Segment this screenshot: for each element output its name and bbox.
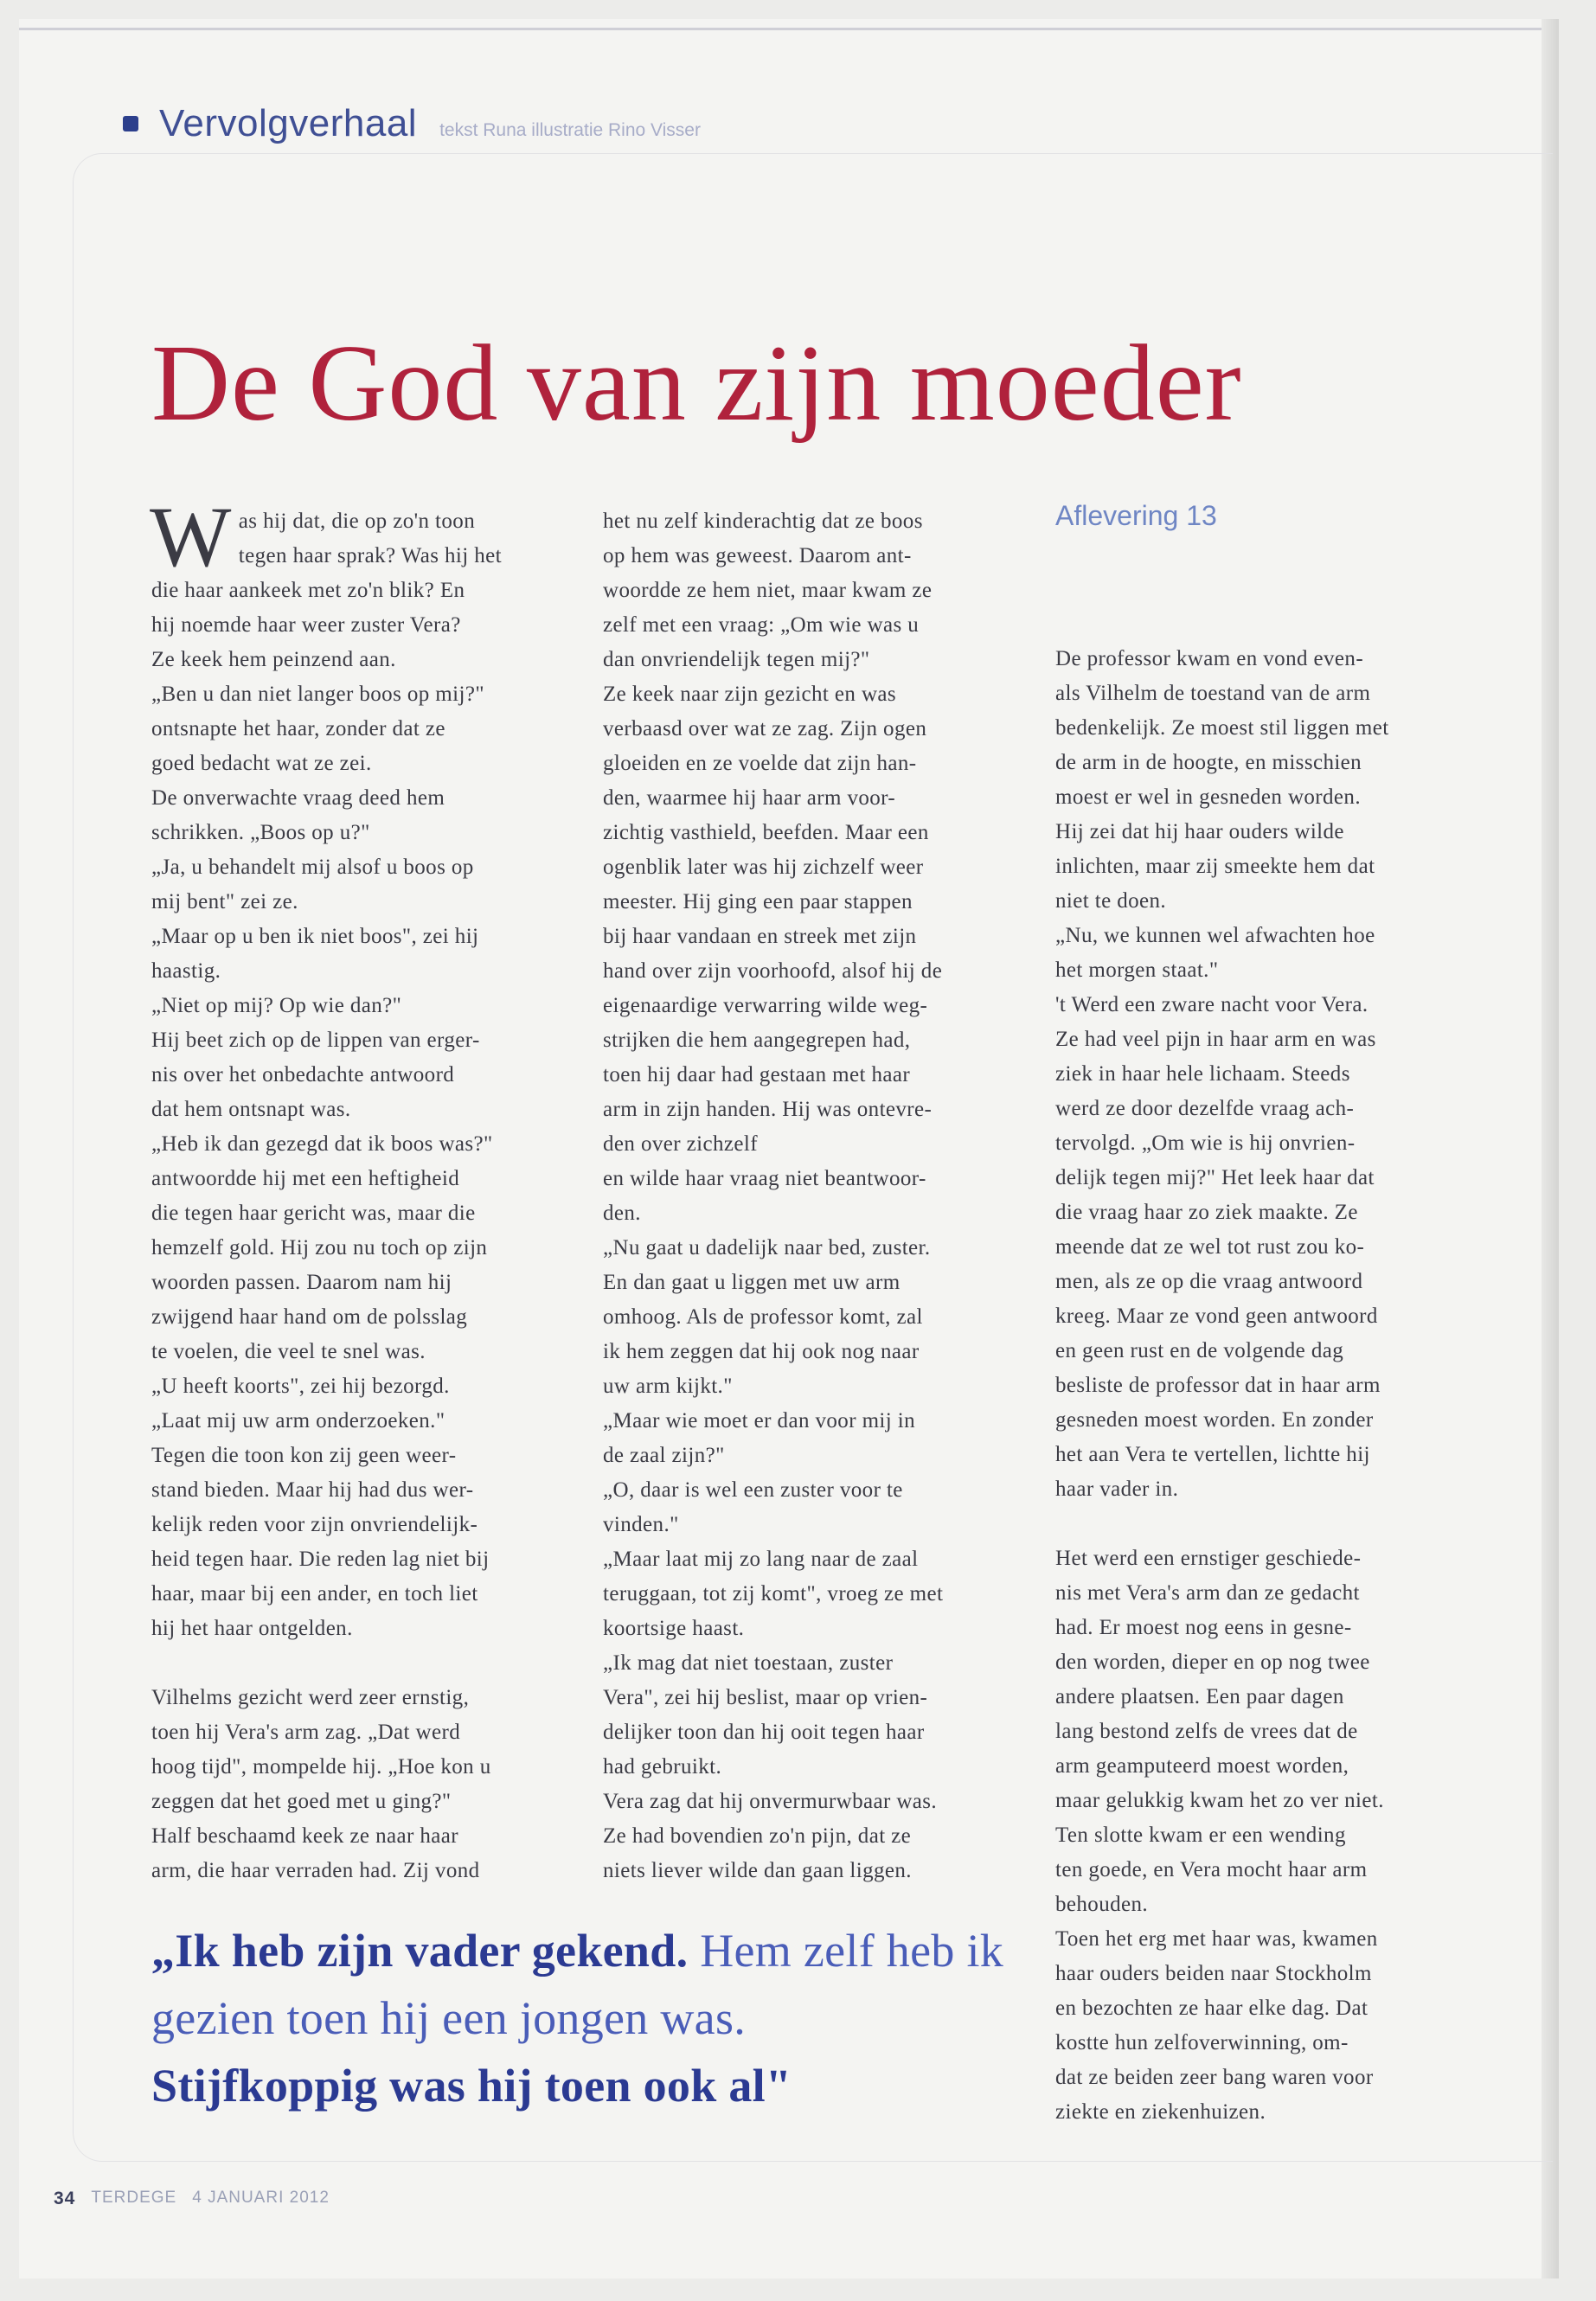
text-line: arm in zijn handen. Hij was ontevre-	[603, 1098, 933, 1121]
text-column-2	[603, 504, 1034, 1888]
text-line: hoog tijd", mompelde hij. „Hoe kon u	[151, 1755, 491, 1779]
pull-quote-bold-1: „Ik heb zijn vader gekend.	[151, 1925, 689, 1977]
text-line: Tegen die toon kon zij geen weer-	[151, 1444, 457, 1467]
text-line: „Nu gaat u dadelijk naar bed, zuster.	[603, 1236, 931, 1259]
text-line: andere plaatsen. Een paar dagen	[1055, 1685, 1344, 1708]
text-line: Ze had bovendien zo'n pijn, dat ze	[603, 1824, 912, 1848]
text-line: behouden.	[1055, 1893, 1149, 1916]
text-line: toen hij Vera's arm zag. „Dat werd	[151, 1721, 461, 1744]
text-line: „Niet op mij? Op wie dan?"	[151, 994, 402, 1017]
text-line: woordde ze hem niet, maar kwam ze	[603, 579, 933, 602]
text-line: die haar aankeek met zo'n blik? En	[151, 579, 465, 602]
text-line: men, als ze op die vraag antwoord	[1055, 1270, 1363, 1293]
text-line: goed bedacht wat ze zei.	[151, 752, 372, 775]
text-line: Hij zei dat hij haar ouders wilde	[1055, 820, 1344, 843]
magazine-name: TERDEGE	[91, 2189, 177, 2207]
text-line: niets liever wilde dan gaan liggen.	[603, 1859, 912, 1882]
text-line: ziekte en ziekenhuizen.	[1055, 2100, 1266, 2124]
issue-date: 4 JANUARI 2012	[192, 2189, 330, 2207]
text-line: „Ben u dan niet langer boos op mij?"	[151, 683, 484, 706]
top-rule	[19, 28, 1559, 30]
text-line: te voelen, die veel te snel was.	[151, 1340, 426, 1363]
text-line: het morgen staat."	[1055, 958, 1219, 982]
text-line: had gebruikt.	[603, 1755, 722, 1779]
text-line: omhoog. Als de professor komt, zal	[603, 1305, 923, 1329]
text-line: besliste de professor dat in haar arm	[1055, 1374, 1381, 1397]
text-line: had. Er moest nog eens in gesne-	[1055, 1616, 1352, 1639]
text-line: arm, die haar verraden had. Zij vond	[151, 1859, 480, 1882]
text-line: „Maar wie moet er dan voor mij in	[603, 1409, 916, 1433]
text-line: hand over zijn voorhoofd, alsof hij de	[603, 959, 943, 983]
text-line: hij het haar ontgelden.	[151, 1617, 353, 1640]
section-label: Vervolgverhaal	[159, 102, 418, 144]
text-line: gloeiden en ze voelde dat zijn han-	[603, 752, 917, 775]
text-line: Het werd een ernstiger geschiede-	[1055, 1547, 1362, 1570]
text-line: ziek in haar hele lichaam. Steeds	[1055, 1062, 1350, 1086]
text-line: maar gelukkig kwam het zo ver niet.	[1055, 1789, 1384, 1812]
text-line: haastig.	[151, 959, 221, 983]
drop-cap: W	[150, 489, 232, 585]
section-square-icon	[123, 116, 138, 131]
text-column-1	[150, 489, 582, 1888]
credit-line: tekst Runa illustratie Rino Visser	[439, 120, 701, 140]
text-line: „Maar op u ben ik niet boos", zei hij	[151, 925, 479, 948]
text-line: op hem was geweest. Daarom ant-	[603, 544, 912, 567]
text-line: het aan Vera te vertellen, lichtte hij	[1055, 1443, 1370, 1466]
text-line: nis over het onbedachte antwoord	[151, 1063, 455, 1086]
text-line: zichtig vasthield, beefden. Maar een	[603, 821, 929, 844]
text-line: schrikken. „Boos op u?"	[151, 821, 370, 844]
text-line: ik hem zeggen dat hij ook nog naar	[603, 1340, 920, 1363]
text-line: „Heb ik dan gezegd dat ik boos was?"	[151, 1132, 493, 1156]
text-line: den.	[603, 1202, 641, 1225]
text-line: werd ze door dezelfde vraag ach-	[1055, 1097, 1355, 1120]
text-line: Hij beet zich op de lippen van erger-	[151, 1029, 480, 1052]
text-line: Half beschaamd keek ze naar haar	[151, 1824, 458, 1848]
text-line: den, waarmee hij haar arm voor-	[603, 786, 896, 810]
text-line: „U heeft koorts", zei hij bezorgd.	[151, 1375, 450, 1398]
text-line: delijker toon dan hij ooit tegen haar	[603, 1721, 925, 1744]
text-line: „Ja, u behandelt mij alsof u boos op	[151, 856, 474, 879]
text-line: „Nu, we kunnen wel afwachten hoe	[1055, 924, 1375, 947]
text-line	[151, 1646, 582, 1681]
text-line: De onverwachte vraag deed hem	[151, 786, 445, 810]
text-line: de zaal zijn?"	[603, 1444, 725, 1467]
text-line: tegen haar sprak? Was hij het	[238, 544, 502, 567]
pull-quote-normal: Hem zelf heb ik gezien toen hij een jongen was.	[151, 1925, 1004, 2044]
text-line: De professor kwam en vond even-	[1055, 647, 1364, 670]
text-line: Ze had veel pijn in haar arm en was	[1055, 1028, 1376, 1051]
text-line: antwoordde hij met een heftigheid	[151, 1167, 460, 1190]
episode-label: Aflevering 13	[1055, 500, 1217, 531]
text-line: arm geamputeerd moest worden,	[1055, 1754, 1349, 1778]
text-line: mij bent" zei ze.	[151, 890, 298, 913]
page-footer	[54, 2189, 330, 2209]
text-line: nis met Vera's arm dan ze gedacht	[1055, 1581, 1360, 1605]
text-line: als Vilhelm de toestand van de arm	[1055, 682, 1371, 705]
text-line: dat hem ontsnapt was.	[151, 1098, 351, 1121]
text-line: meende dat ze wel tot rust zou ko-	[1055, 1235, 1365, 1259]
text-line: niet te doen.	[1055, 889, 1167, 913]
text-line: „Ik mag dat niet toestaan, zuster	[603, 1651, 894, 1675]
text-line: haar, maar bij een ander, en toch liet	[151, 1582, 478, 1606]
text-line: moest er wel in gesneden worden.	[1055, 785, 1361, 809]
article-title: De God van zijn moeder	[151, 324, 1242, 444]
text-line: woorden passen. Daarom nam hij	[151, 1271, 452, 1294]
text-line: kostte hun zelfoverwinning, om-	[1055, 2031, 1349, 2054]
text-line: die vraag haar zo ziek maakte. Ze	[1055, 1201, 1358, 1224]
text-line: verbaasd over wat ze zag. Zijn ogen	[603, 717, 927, 740]
page-number: 34	[54, 2189, 76, 2208]
text-line: hij noemde haar weer zuster Vera?	[151, 613, 461, 637]
text-line: 't Werd een zware nacht voor Vera.	[1055, 993, 1368, 1016]
text-line: Vera", zei hij beslist, maar op vrien-	[603, 1686, 928, 1709]
text-line: „Maar laat mij zo lang naar de zaal	[603, 1548, 919, 1571]
text-column-3	[1055, 642, 1486, 2130]
text-line: as hij dat, die op zo'n toon	[238, 510, 476, 533]
text-line: hemzelf gold. Hij zou nu toch op zijn	[151, 1236, 488, 1259]
text-line: gesneden moest worden. En zonder	[1055, 1408, 1374, 1432]
text-line: Toen het erg met haar was, kwamen	[1055, 1927, 1378, 1951]
pull-quote-bold-2: Stijfkoppig was hij toen ook al"	[151, 2060, 792, 2112]
text-line: bedenkelijk. Ze moest stil liggen met	[1055, 716, 1389, 740]
text-line: haar vader in.	[1055, 1477, 1179, 1501]
text-line: de arm in de hoogte, en misschien	[1055, 751, 1362, 774]
text-line: En dan gaat u liggen met uw arm	[603, 1271, 901, 1294]
text-line: delijk tegen mij?" Het leek haar dat	[1055, 1166, 1375, 1189]
text-line: en geen rust en de volgende dag	[1055, 1339, 1344, 1362]
text-line: het nu zelf kinderachtig dat ze boos	[603, 510, 923, 533]
text-line: kelijk reden voor zijn onvriendelijk-	[151, 1513, 478, 1536]
text-line: uw arm kijkt."	[603, 1375, 733, 1398]
text-line: en bezochten ze haar elke dag. Dat	[1055, 1997, 1368, 2020]
text-line: ogenblik later was hij zichzelf weer	[603, 856, 924, 879]
text-line: meester. Hij ging een paar stappen	[603, 890, 913, 913]
text-line: den over zichzelf	[603, 1132, 758, 1156]
section-header	[123, 102, 701, 145]
text-line: vinden."	[603, 1513, 679, 1536]
text-line: ontsnapte het haar, zonder dat ze	[151, 717, 445, 740]
text-line: Ze keek hem peinzend aan.	[151, 648, 396, 671]
text-line: „Laat mij uw arm onderzoeken."	[151, 1409, 445, 1433]
text-line: toen hij daar had gestaan met haar	[603, 1063, 911, 1086]
text-line	[1055, 1507, 1486, 1541]
text-line: eigenaardige verwarring wilde weg-	[603, 994, 928, 1017]
text-line: bij haar vandaan en streek met zijn	[603, 925, 917, 948]
text-line: heid tegen haar. Die reden lag niet bij	[151, 1548, 490, 1571]
text-line: Ten slotte kwam er een wending	[1055, 1823, 1346, 1847]
text-line: zeggen dat het goed met u ging?"	[151, 1790, 452, 1813]
text-line: lang bestond zelfs de vrees dat de	[1055, 1720, 1358, 1743]
text-line: dan onvriendelijk tegen mij?"	[603, 648, 870, 671]
text-line: strijken die hem aangegrepen had,	[603, 1029, 911, 1052]
text-line: tervolgd. „Om wie is hij onvrien-	[1055, 1131, 1356, 1155]
text-line: den worden, dieper en op nog twee	[1055, 1650, 1370, 1674]
text-line: kreeg. Maar ze vond geen antwoord	[1055, 1304, 1378, 1328]
pull-quote	[151, 1917, 1034, 2119]
text-line: koortsige haast.	[603, 1617, 745, 1640]
text-line: zwijgend haar hand om de polsslag	[151, 1305, 468, 1329]
text-line: inlichten, maar zij smeekte hem dat	[1055, 855, 1375, 878]
text-line: en wilde haar vraag niet beantwoor-	[603, 1167, 926, 1190]
text-line: Vilhelms gezicht werd zeer ernstig,	[151, 1686, 470, 1709]
text-line: stand bieden. Maar hij had dus wer-	[151, 1478, 474, 1502]
text-line: die tegen haar gericht was, maar die	[151, 1202, 476, 1225]
text-line: teruggaan, tot zij komt", vroeg ze met	[603, 1582, 944, 1606]
text-line: ten goede, en Vera mocht haar arm	[1055, 1858, 1368, 1881]
text-line: haar ouders beiden naar Stockholm	[1055, 1962, 1372, 1985]
text-line: dat ze beiden zeer bang waren voor	[1055, 2066, 1374, 2089]
text-line: Vera zag dat hij onvermurwbaar was.	[603, 1790, 938, 1813]
text-line: zelf met een vraag: „Om wie was u	[603, 613, 920, 637]
text-line: Ze keek naar zijn gezicht en was	[603, 683, 897, 706]
text-line: „O, daar is wel een zuster voor te	[603, 1478, 903, 1502]
